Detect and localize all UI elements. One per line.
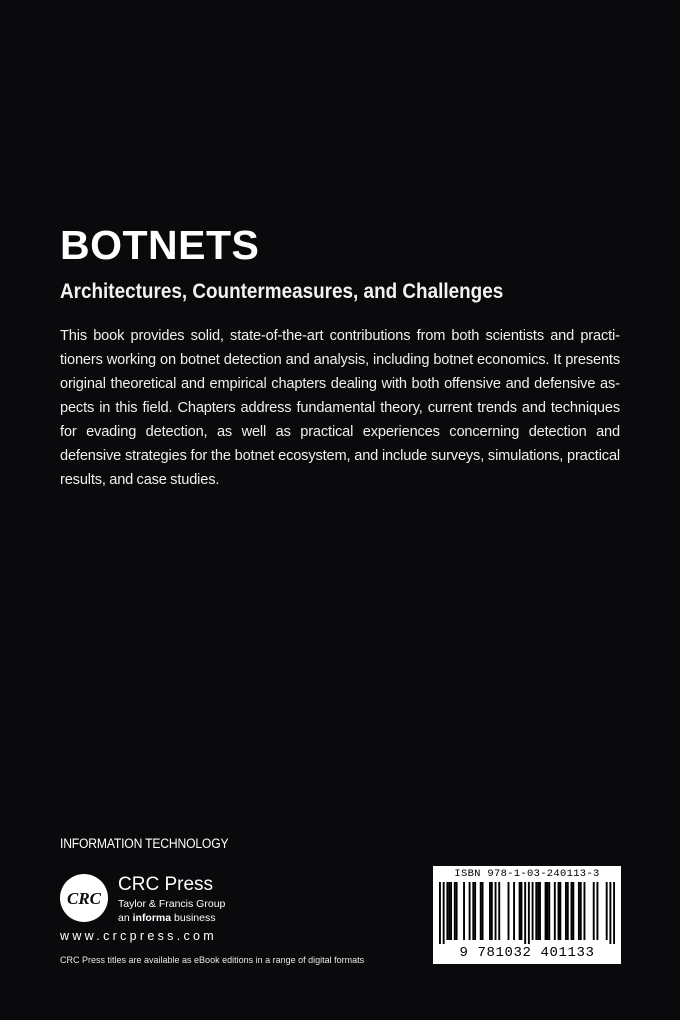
barcode-bars (439, 882, 615, 944)
barcode-bar (567, 882, 569, 940)
barcode-digits: 9 781032 401133 (459, 945, 595, 961)
publisher-name: CRC Press (118, 874, 214, 895)
barcode-bar (454, 882, 456, 940)
barcode-bar (491, 882, 493, 940)
barcode-bar (443, 882, 445, 944)
barcode-bar (532, 882, 534, 940)
barcode-bar (463, 882, 465, 940)
subject-category: INFORMATION TECHNOLOGY (60, 836, 229, 851)
barcode-bar (450, 882, 452, 940)
business-prefix: an (118, 912, 130, 924)
publisher-business (118, 912, 216, 925)
ebook-note: CRC Press titles are available as eBook editions in a range of digital formats (60, 955, 365, 965)
isbn-label: ISBN 978-1-03-240113-3 (454, 868, 600, 880)
barcode-bar (558, 882, 560, 940)
barcode-bar (613, 882, 615, 944)
barcode-bar (439, 882, 441, 944)
barcode-bar (539, 882, 541, 940)
barcode-bar (480, 882, 482, 940)
barcode-bar (456, 882, 458, 940)
barcode-bar (596, 882, 598, 940)
barcode-bar (472, 882, 474, 940)
barcode-bar (521, 882, 523, 940)
barcode-bar (508, 882, 510, 940)
barcode-bar (535, 882, 537, 940)
publisher-group: Taylor & Francis Group (118, 898, 226, 910)
barcode-bar (584, 882, 586, 940)
barcode-bar (446, 882, 448, 940)
isbn-barcode (433, 866, 621, 964)
barcode-bar (519, 882, 521, 940)
barcode-bar (571, 882, 573, 940)
book-description: This book provides solid, state-of-the-art contributions from both scientists and practitioners working on botnet detection and analysis, including botnet economics. It presents original theoretical and empirical chapters dealing with both offensive and defensive aspects in this field. Chapters address fundamental theory, current trends and techniques for evading detection, as well as practical experiences concerning detection and defensive strategies for the botnet ecosystem, and include surveys, simulations, practical results, and case studies. (60, 328, 620, 488)
publisher-website[interactable]: www.crcpress.com (60, 929, 217, 943)
barcode-bar (572, 882, 574, 940)
barcode-bar (474, 882, 476, 940)
barcode-bar (609, 882, 611, 944)
barcode-bar (548, 882, 550, 940)
barcode-bar (482, 882, 484, 940)
crc-logo-icon (60, 874, 108, 922)
barcode-bar (495, 882, 497, 940)
barcode-bar (545, 882, 547, 940)
book-title: BOTNETS (60, 222, 260, 268)
barcode-bar (498, 882, 500, 940)
barcode-bar (565, 882, 567, 940)
book-subtitle: Architectures, Countermeasures, and Challenges (60, 280, 504, 303)
barcode-bar (554, 882, 556, 940)
barcode-bar (489, 882, 491, 940)
business-brand: informa (132, 912, 172, 924)
barcode-bar (578, 882, 580, 940)
barcode-bar (513, 882, 515, 940)
crc-logo (60, 874, 108, 922)
business-suffix: business (174, 912, 216, 924)
barcode-bar (528, 882, 530, 944)
barcode-bar (580, 882, 582, 940)
barcode-bar (546, 882, 548, 940)
barcode-bar (593, 882, 595, 940)
barcode-bar (559, 882, 561, 940)
barcode-bar (606, 882, 608, 940)
crc-logo-text: CRC (66, 889, 102, 908)
barcode-bar (537, 882, 539, 940)
barcode-bar (524, 882, 526, 944)
barcode-bar (469, 882, 471, 940)
barcode-bar (448, 882, 450, 940)
